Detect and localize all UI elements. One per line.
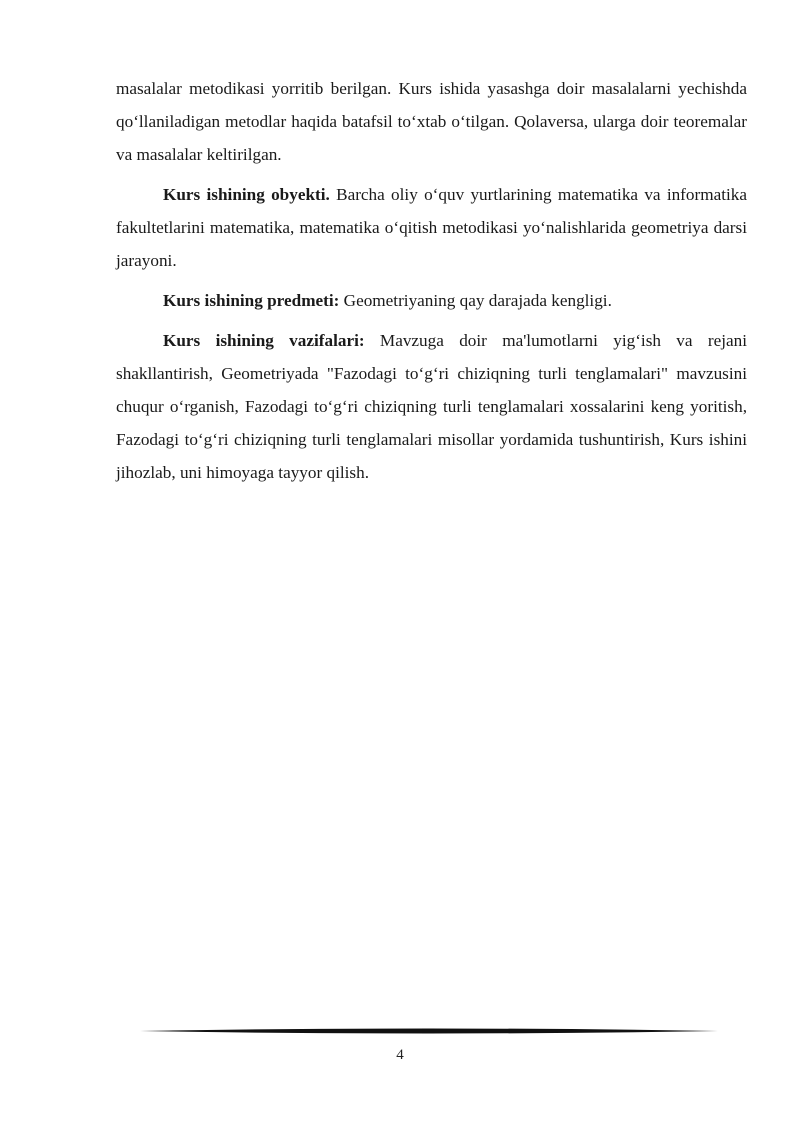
paragraph-intro-continuation [116,72,747,171]
paragraph-text: masalalar metodikasi yorritib berilgan. Kurs ishida yasashga doir masalalarni yechishda qo‘llaniladigan metodlar haqida batafsil to‘xtab o‘tilgan. Qolaversa, ularga doir teoremalar va masalalar keltirilgan. [116,79,747,164]
paragraph-text: Geometriyaning qay darajada kengligi. [339,291,612,310]
footer-divider [140,1027,718,1035]
paragraph-heading: Kurs ishining obyekti. [163,185,330,204]
paragraph-course-tasks [116,324,747,489]
paragraph-heading: Kurs ishining vazifalari: [163,331,365,350]
paragraph-course-subject [116,284,747,317]
page-number: 4 [396,1047,404,1063]
paragraph-text: Mavzuga doir ma'lumotlarni yig‘ish va rejani shakllantirish, Geometriyada "Fazodagi to‘g‘ri chiziqning turli tenglamalari" mavzusini chuqur o‘rganish, Fazodagi to‘g‘ri chiziqning turli tenglamalari xossalarini keng yoritish, Fazodagi to‘g‘ri chiziqning turli tenglamalari misollar yordamida tushuntirish, Kurs ishini jihozlab, uni himoyaga tayyor qilish. [116,331,747,482]
paragraph-text: Barcha oliy o‘quv yurtlarining matematika va informatika fakultetlarini matematika, matematika o‘qitish metodikasi yo‘nalishlarida geometriya darsi jarayoni. [116,185,747,270]
paragraph-heading: Kurs ishining predmeti: [163,291,340,310]
body-text [116,72,747,496]
paragraph-course-object [116,178,747,277]
